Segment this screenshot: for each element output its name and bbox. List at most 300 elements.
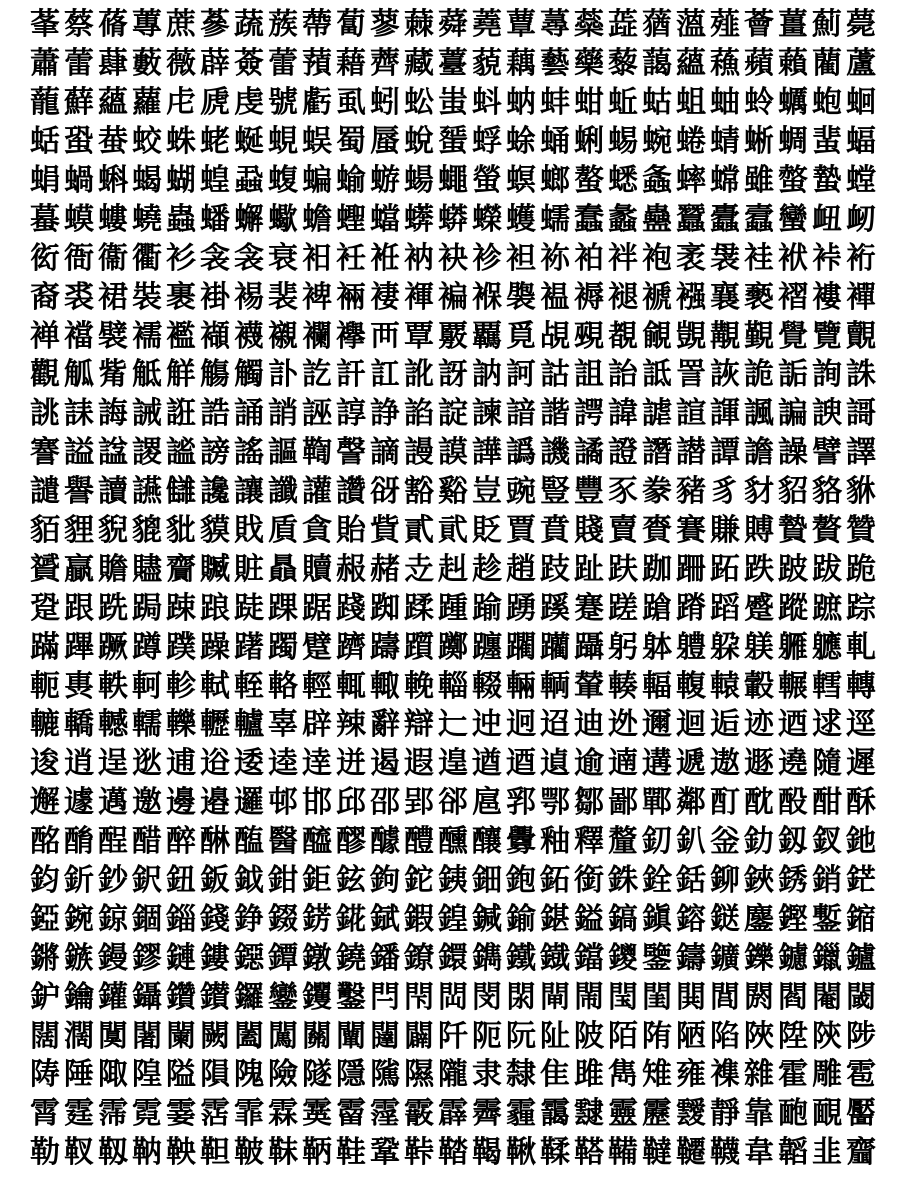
kanji-glyph: 貭: [268, 513, 298, 549]
glyph-row-13: [0, 473, 900, 512]
kanji-glyph: 蛄: [642, 85, 672, 121]
kanji-glyph: 訃: [268, 357, 298, 393]
kanji-glyph: 釉: [540, 824, 570, 860]
kanji-glyph: 輒: [336, 668, 366, 704]
kanji-glyph: 蛉: [744, 85, 774, 121]
kanji-glyph: 鈞: [30, 863, 60, 899]
kanji-glyph: 鏃: [64, 940, 94, 976]
glyph-row-9: [0, 317, 900, 356]
kanji-glyph: 躑: [438, 629, 468, 665]
kanji-glyph: 輓: [404, 668, 434, 704]
kanji-glyph: 蕈: [506, 7, 536, 43]
kanji-glyph: 謫: [370, 435, 400, 471]
kanji-glyph: 踰: [472, 590, 502, 626]
kanji-glyph: 蠑: [472, 201, 502, 237]
kanji-glyph: 躄: [302, 629, 332, 665]
kanji-glyph: 鑷: [132, 979, 162, 1015]
kanji-glyph: 蠶: [676, 201, 706, 237]
kanji-glyph: 褪: [608, 279, 638, 315]
kanji-glyph: 隍: [132, 1057, 162, 1093]
kanji-glyph: 跏: [642, 551, 672, 587]
kanji-glyph: 邁: [98, 785, 128, 821]
kanji-glyph: 閨: [642, 979, 672, 1015]
kanji-glyph: 褂: [200, 279, 230, 315]
kanji-glyph: 逕: [846, 707, 876, 743]
kanji-glyph: 襌: [846, 279, 876, 315]
kanji-glyph: 辜: [268, 707, 298, 743]
kanji-glyph: 趙: [506, 551, 536, 587]
kanji-glyph: 藕: [506, 46, 536, 82]
kanji-glyph: 隲: [370, 1057, 400, 1093]
kanji-glyph: 霖: [268, 1096, 298, 1132]
kanji-glyph: 躡: [574, 629, 604, 665]
kanji-glyph: 虧: [302, 85, 332, 121]
kanji-glyph: 靫: [64, 1135, 94, 1171]
kanji-glyph: 褝: [30, 318, 60, 354]
kanji-glyph: 覩: [608, 318, 638, 354]
kanji-glyph: 諷: [744, 396, 774, 432]
kanji-glyph: 醋: [132, 824, 162, 860]
kanji-glyph: 誅: [846, 357, 876, 393]
kanji-glyph: 鞁: [234, 1135, 264, 1171]
kanji-glyph: 轜: [132, 707, 162, 743]
kanji-glyph: 詼: [710, 357, 740, 393]
kanji-glyph: 轌: [812, 668, 842, 704]
kanji-glyph: 鞏: [370, 1135, 400, 1171]
kanji-glyph: 邇: [642, 707, 672, 743]
kanji-glyph: 蛛: [166, 124, 196, 160]
kanji-glyph: 蹙: [744, 590, 774, 626]
kanji-glyph: 藝: [540, 46, 570, 82]
kanji-glyph: 隴: [438, 1057, 468, 1093]
kanji-glyph: 蹼: [166, 629, 196, 665]
kanji-glyph: 鑢: [778, 940, 808, 976]
kanji-glyph: 詭: [744, 357, 774, 393]
kanji-glyph: 踈: [166, 590, 196, 626]
kanji-glyph: 霹: [438, 1096, 468, 1132]
kanji-glyph: 豎: [540, 474, 570, 510]
kanji-glyph: 蝗: [200, 163, 230, 198]
kanji-glyph: 躬: [608, 629, 638, 665]
kanji-glyph: 闍: [132, 1018, 162, 1054]
kanji-glyph: 雹: [846, 1057, 876, 1093]
kanji-glyph: 貉: [812, 474, 842, 510]
kanji-glyph: 蕷: [302, 46, 332, 82]
kanji-glyph: 譏: [540, 435, 570, 471]
kanji-glyph: 贐: [132, 551, 162, 587]
kanji-glyph: 迺: [778, 707, 808, 743]
kanji-glyph: 諠: [676, 396, 706, 432]
kanji-glyph: 轢: [166, 707, 196, 743]
kanji-glyph: 閾: [846, 979, 876, 1015]
kanji-glyph: 踟: [370, 590, 400, 626]
kanji-glyph: 蛞: [30, 124, 60, 160]
kanji-glyph: 誚: [268, 396, 298, 432]
kanji-glyph: 邀: [132, 785, 162, 821]
kanji-glyph: 隹: [540, 1057, 570, 1093]
kanji-glyph: 輟: [472, 668, 502, 704]
kanji-glyph: 賍: [234, 551, 264, 587]
kanji-glyph: 裨: [302, 279, 332, 315]
kanji-glyph: 轎: [64, 707, 94, 743]
kanji-glyph: 藏: [404, 46, 434, 82]
kanji-glyph: 陞: [778, 1018, 808, 1054]
kanji-glyph: 讌: [132, 474, 162, 510]
kanji-glyph: 鄒: [574, 785, 604, 821]
glyph-row-30: [0, 1134, 900, 1173]
kanji-glyph: 號: [268, 85, 298, 121]
kanji-glyph: 遖: [608, 746, 638, 782]
kanji-glyph: 豬: [676, 474, 706, 510]
kanji-glyph: 踴: [506, 590, 536, 626]
kanji-glyph: 贇: [30, 551, 60, 587]
kanji-glyph: 遨: [710, 746, 740, 782]
kanji-glyph: 鞐: [404, 1135, 434, 1171]
kanji-glyph: 訶: [506, 357, 536, 393]
kanji-glyph: 邉: [200, 785, 230, 821]
kanji-glyph: 衰: [268, 240, 298, 276]
kanji-glyph: 輦: [574, 668, 604, 704]
kanji-glyph: 蕾: [64, 46, 94, 82]
kanji-glyph: 讙: [302, 474, 332, 510]
kanji-glyph: 薟: [234, 46, 264, 82]
kanji-glyph: 蝙: [302, 163, 332, 198]
kanji-glyph: 迹: [744, 707, 774, 743]
kanji-glyph: 軅: [778, 629, 808, 665]
kanji-glyph: 逧: [200, 746, 230, 782]
kanji-glyph: 襦: [132, 318, 162, 354]
kanji-glyph: 趾: [574, 551, 604, 587]
kanji-glyph: 鈩: [30, 979, 60, 1015]
kanji-glyph: 蚌: [540, 85, 570, 121]
kanji-glyph: 錮: [132, 901, 162, 937]
kanji-glyph: 隰: [404, 1057, 434, 1093]
kanji-glyph: 誡: [132, 396, 162, 432]
kanji-glyph: 阮: [506, 1018, 536, 1054]
kanji-glyph: 跟: [64, 590, 94, 626]
kanji-glyph: 裹: [166, 279, 196, 315]
kanji-glyph: 袗: [472, 240, 502, 276]
kanji-glyph: 趺: [608, 551, 638, 587]
kanji-glyph: 蚋: [506, 85, 536, 121]
kanji-glyph: 釿: [64, 863, 94, 899]
kanji-glyph: 輾: [778, 668, 808, 704]
kanji-glyph: 蟒: [438, 201, 468, 237]
kanji-glyph: 謗: [200, 435, 230, 471]
kanji-glyph: 鋩: [846, 863, 876, 899]
kanji-glyph: 跚: [676, 551, 706, 587]
kanji-glyph: 豢: [642, 474, 672, 510]
kanji-glyph: 貎: [98, 513, 128, 549]
kanji-glyph: 鑠: [744, 940, 774, 976]
kanji-glyph: 譬: [812, 435, 842, 471]
kanji-glyph: 霆: [64, 1096, 94, 1132]
kanji-glyph: 貶: [472, 513, 502, 549]
kanji-glyph: 謦: [336, 435, 366, 471]
kanji-glyph: 轂: [744, 668, 774, 704]
kanji-glyph: 蟶: [336, 201, 366, 237]
kanji-glyph: 闡: [336, 1018, 366, 1054]
kanji-glyph: 蜩: [778, 124, 808, 160]
kanji-glyph: 鑁: [608, 940, 638, 976]
kanji-glyph: 蹈: [710, 590, 740, 626]
kanji-glyph: 誣: [302, 396, 332, 432]
kanji-glyph: 諛: [812, 396, 842, 432]
kanji-glyph: 錣: [268, 901, 298, 937]
kanji-glyph: 跿: [234, 590, 264, 626]
kanji-glyph: 軛: [30, 668, 60, 704]
kanji-glyph: 貘: [200, 513, 230, 549]
kanji-glyph: 鄲: [642, 785, 672, 821]
kanji-glyph: 贅: [812, 513, 842, 549]
kanji-glyph: 郢: [404, 785, 434, 821]
kanji-glyph: 跋: [812, 551, 842, 587]
kanji-glyph: 誑: [166, 396, 196, 432]
kanji-glyph: 逅: [710, 707, 740, 743]
kanji-glyph: 韭: [812, 1135, 842, 1171]
kanji-glyph: 赳: [438, 551, 468, 587]
kanji-glyph: 鍮: [506, 901, 536, 937]
kanji-glyph: 蘊: [98, 85, 128, 121]
kanji-glyph: 逞: [98, 746, 128, 782]
kanji-glyph: 詬: [778, 357, 808, 393]
kanji-glyph: 郤: [438, 785, 468, 821]
kanji-glyph: 蟾: [302, 201, 332, 237]
kanji-glyph: 莑: [30, 7, 60, 43]
kanji-glyph: 襯: [268, 318, 298, 354]
kanji-glyph: 邂: [30, 785, 60, 821]
kanji-glyph: 贓: [200, 551, 230, 587]
kanji-glyph: 錢: [200, 901, 230, 937]
kanji-glyph: 赧: [336, 551, 366, 587]
kanji-glyph: 蠧: [744, 201, 774, 237]
kanji-glyph: 譁: [472, 435, 502, 471]
kanji-glyph: 衾: [200, 240, 230, 276]
kanji-glyph: 虱: [336, 85, 366, 121]
kanji-glyph: 衢: [132, 240, 162, 276]
kanji-glyph: 閔: [472, 979, 502, 1015]
kanji-glyph: 轅: [710, 668, 740, 704]
kanji-glyph: 衲: [404, 240, 434, 276]
kanji-glyph: 邏: [234, 785, 264, 821]
kanji-glyph: 鈑: [200, 863, 230, 899]
kanji-glyph: 蝓: [336, 163, 366, 198]
kanji-glyph: 鎭: [642, 901, 672, 937]
kanji-glyph: 靹: [132, 1135, 162, 1171]
kanji-glyph: 薹: [438, 46, 468, 82]
kanji-glyph: 蝴: [166, 163, 196, 198]
kanji-glyph: 襭: [200, 318, 230, 354]
kanji-glyph: 鍠: [438, 901, 468, 937]
kanji-glyph: 蚯: [608, 85, 638, 121]
kanji-glyph: 靈: [608, 1096, 638, 1132]
kanji-glyph: 雜: [744, 1057, 774, 1093]
kanji-glyph: 靆: [574, 1096, 604, 1132]
kanji-glyph: 蝨: [234, 163, 264, 198]
kanji-glyph: 詒: [608, 357, 638, 393]
kanji-glyph: 蜿: [642, 124, 672, 160]
kanji-glyph: 隘: [166, 1057, 196, 1093]
kanji-glyph: 險: [268, 1057, 298, 1093]
kanji-glyph: 錏: [30, 901, 60, 937]
kanji-glyph: 袱: [778, 240, 808, 276]
kanji-glyph: 鍼: [472, 901, 502, 937]
kanji-glyph: 袍: [642, 240, 672, 276]
kanji-glyph: 裼: [234, 279, 264, 315]
kanji-glyph: 銖: [608, 863, 638, 899]
kanji-glyph: 覲: [744, 318, 774, 354]
kanji-glyph: 鐡: [540, 940, 570, 976]
kanji-glyph: 蜻: [710, 124, 740, 160]
kanji-glyph: 蘿: [132, 85, 162, 121]
kanji-glyph: 鍄: [98, 901, 128, 937]
kanji-glyph: 衵: [302, 240, 332, 276]
kanji-glyph: 雍: [676, 1057, 706, 1093]
kanji-glyph: 鞆: [302, 1135, 332, 1171]
kanji-glyph: 蜥: [744, 124, 774, 160]
kanji-glyph: 覽: [812, 318, 842, 354]
kanji-glyph: 躾: [744, 629, 774, 665]
kanji-glyph: 逎: [506, 746, 536, 782]
kanji-glyph: 跪: [846, 551, 876, 587]
kanji-glyph: 跼: [132, 590, 162, 626]
kanji-glyph: 釖: [642, 824, 672, 860]
glyph-row-19: [0, 706, 900, 745]
kanji-glyph: 躊: [370, 629, 400, 665]
kanji-glyph: 釟: [676, 824, 706, 860]
kanji-glyph: 諡: [98, 435, 128, 471]
kanji-glyph: 閭: [710, 979, 740, 1015]
kanji-glyph: 韈: [710, 1135, 740, 1171]
glyph-row-11: [0, 395, 900, 434]
kanji-glyph: 闃: [98, 1018, 128, 1054]
glyph-row-25: [0, 939, 900, 978]
kanji-glyph: 踐: [336, 590, 366, 626]
kanji-glyph: 谺: [370, 474, 400, 510]
kanji-glyph: 鐺: [574, 940, 604, 976]
kanji-glyph: 譛: [676, 435, 706, 471]
kanji-glyph: 赭: [370, 551, 400, 587]
kanji-glyph: 隱: [336, 1057, 366, 1093]
kanji-glyph: 蝣: [370, 163, 400, 198]
kanji-glyph: 誨: [98, 396, 128, 432]
kanji-glyph: 訝: [438, 357, 468, 393]
glyph-row-10: [0, 356, 900, 395]
kanji-glyph: 裘: [64, 279, 94, 315]
kanji-glyph: 蟀: [676, 163, 706, 198]
kanji-glyph: 觴: [200, 357, 230, 393]
kanji-glyph: 踉: [200, 590, 230, 626]
kanji-glyph: 蜑: [438, 124, 468, 160]
kanji-glyph: 錙: [166, 901, 196, 937]
kanji-glyph: 迥: [506, 707, 536, 743]
kanji-glyph: 雎: [574, 1057, 604, 1093]
kanji-glyph: 螟: [506, 163, 536, 198]
kanji-glyph: 藾: [778, 46, 808, 82]
kanji-glyph: 蔟: [268, 7, 298, 43]
kanji-glyph: 蛻: [404, 124, 434, 160]
kanji-glyph: 袵: [370, 240, 400, 276]
kanji-glyph: 賻: [744, 513, 774, 549]
kanji-glyph: 鉞: [234, 863, 264, 899]
kanji-glyph: 謔: [642, 396, 672, 432]
kanji-glyph: 鐶: [438, 940, 468, 976]
kanji-glyph: 贄: [778, 513, 808, 549]
kanji-glyph: 蹤: [778, 590, 808, 626]
kanji-glyph: 訐: [336, 357, 366, 393]
kanji-glyph: 鄰: [676, 785, 706, 821]
kanji-glyph: 跂: [540, 551, 570, 587]
kanji-glyph: 霰: [404, 1096, 434, 1132]
kanji-glyph: 遞: [676, 746, 706, 782]
kanji-glyph: 釼: [778, 824, 808, 860]
kanji-glyph: 鞋: [336, 1135, 366, 1171]
kanji-glyph: 酳: [64, 824, 94, 860]
kanji-glyph: 靜: [710, 1096, 740, 1132]
kanji-glyph: 贏: [64, 551, 94, 587]
kanji-glyph: 蹊: [540, 590, 570, 626]
kanji-glyph: 鞦: [506, 1135, 536, 1171]
kanji-glyph: 鉉: [336, 863, 366, 899]
kanji-glyph: 蓨: [98, 7, 128, 43]
kanji-glyph: 釁: [506, 824, 536, 860]
kanji-glyph: 諧: [540, 396, 570, 432]
kanji-glyph: 鏖: [744, 901, 774, 937]
kanji-glyph: 辟: [302, 707, 332, 743]
kanji-glyph: 遲: [846, 746, 876, 782]
kanji-glyph: 譴: [30, 474, 60, 510]
kanji-glyph: 蟠: [200, 201, 230, 237]
kanji-glyph: 貪: [302, 513, 332, 549]
kanji-glyph: 蔗: [166, 7, 196, 43]
kanji-glyph: 譟: [778, 435, 808, 471]
kanji-glyph: 鐫: [472, 940, 502, 976]
kanji-glyph: 霍: [778, 1057, 808, 1093]
kanji-glyph: 谿: [438, 474, 468, 510]
kanji-glyph: 蜊: [574, 124, 604, 160]
kanji-glyph: 貽: [336, 513, 366, 549]
kanji-glyph: 雖: [744, 163, 774, 198]
kanji-glyph: 阯: [540, 1018, 570, 1054]
kanji-glyph: 鞣: [540, 1135, 570, 1171]
kanji-glyph: 襾: [370, 318, 400, 354]
kanji-glyph: 鑞: [812, 940, 842, 976]
kanji-glyph: 遯: [744, 746, 774, 782]
kanji-glyph: 鏘: [30, 940, 60, 976]
kanji-glyph: 銓: [642, 863, 672, 899]
kanji-glyph: 蘊: [676, 46, 706, 82]
kanji-glyph: 贔: [268, 551, 298, 587]
kanji-glyph: 觜: [98, 357, 128, 393]
kanji-glyph: 鎔: [676, 901, 706, 937]
kanji-glyph: 鑽: [166, 979, 196, 1015]
kanji-glyph: 鉅: [302, 863, 332, 899]
kanji-glyph: 酊: [710, 785, 740, 821]
kanji-glyph: 賣: [608, 513, 638, 549]
kanji-glyph: 逹: [302, 746, 332, 782]
kanji-glyph: 襴: [302, 318, 332, 354]
kanji-glyph: 逖: [132, 746, 162, 782]
kanji-glyph: 鞫: [302, 435, 332, 471]
kanji-glyph: 雕: [812, 1057, 842, 1093]
kanji-glyph: 薺: [370, 46, 400, 82]
glyph-row-8: [0, 278, 900, 317]
kanji-glyph: 濶: [64, 1018, 94, 1054]
kanji-glyph: 雉: [642, 1057, 672, 1093]
kanji-glyph: 薊: [812, 7, 842, 43]
kanji-glyph: 謾: [404, 435, 434, 471]
kanji-glyph: 豌: [506, 474, 536, 510]
